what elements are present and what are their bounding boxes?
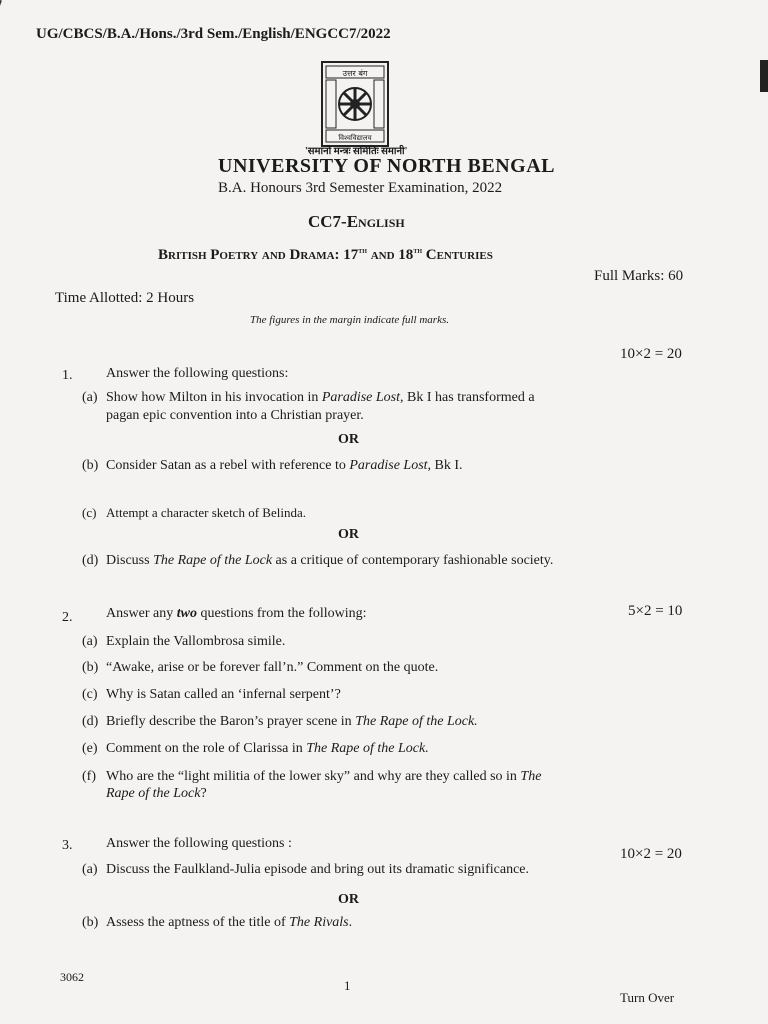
q1-d-text-1: Discuss (106, 553, 154, 568)
q1-or-1: OR (338, 432, 359, 447)
q2-f-line-2 (82, 786, 207, 802)
q2-item-e (82, 741, 429, 757)
q2-c-label: (c) (82, 687, 98, 702)
course-title-part-1: British Poetry and Drama: 17 (158, 247, 359, 263)
q3-instruction: Answer the following questions : (106, 836, 292, 851)
marks-note: The figures in the margin indicate full marks. (250, 314, 450, 326)
q2-c-text: Why is Satan called an ‘infernal serpent’? (106, 687, 341, 702)
q2-d-italic: The Rape of the Lock. (355, 714, 478, 729)
q3-a-label: (a) (82, 862, 98, 877)
q2-b-text: “Awake, arise or be forever fall’n.” Comment on the quote. (106, 660, 439, 675)
q3-b-text-1: Assess the aptness of the title of (106, 915, 290, 930)
q2-item-d (82, 714, 478, 730)
q3-b-label: (b) (82, 915, 99, 930)
q2-item-b (82, 660, 438, 676)
q2-a-label: (a) (82, 634, 98, 649)
q1-a-label: (a) (82, 390, 98, 405)
q2-item-c (82, 687, 341, 703)
q2-text-2: questions from the following: (197, 606, 367, 621)
course-title (158, 245, 493, 264)
q1-marks: 10×2 = 20 (620, 346, 682, 362)
q2-d-text-1: Briefly describe the Baron’s prayer scene in (106, 714, 356, 729)
q3-b-italic: The Rivals (289, 915, 349, 930)
q1-instruction: Answer the following questions: (106, 366, 289, 381)
q2-e-italic: The Rape of the Lock. (306, 741, 429, 756)
time-allotted: Time Allotted: 2 Hours (55, 290, 195, 306)
binding-edge (760, 60, 768, 92)
q3-a-text: Discuss the Faulkland-Julia episode and bring out its dramatic significance. (106, 862, 530, 877)
q1-number: 1. (62, 368, 73, 383)
university-seal-icon (320, 60, 390, 148)
q3-item-a (82, 862, 529, 878)
q1-c-text: Attempt a character sketch of Belinda. (106, 505, 306, 520)
q3-marks: 10×2 = 20 (620, 846, 682, 862)
q2-f-text-2: ? (200, 786, 207, 801)
university-logo (320, 60, 390, 148)
q3-b-text-2: . (348, 915, 353, 930)
q2-e-text-1: Comment on the role of Clarissa in (106, 741, 307, 756)
q2-text-1: Answer any (106, 606, 177, 621)
logo-bottom-text: विश्वविद्यालय (338, 134, 372, 142)
q1-b-text-2: , Bk I. (427, 458, 463, 473)
q1-d-italic: The Rape of the Lock (153, 553, 273, 568)
paper-edge-mark (0, 0, 2, 25)
full-marks: Full Marks: 60 (594, 268, 684, 284)
q2-d-label: (d) (82, 714, 99, 729)
q1-c-label: (c) (82, 505, 97, 520)
q2-text-italic: two (176, 606, 197, 621)
turn-over: Turn Over (620, 990, 675, 1005)
q1-b-italic: Paradise Lost (349, 458, 428, 473)
q1-item-b (82, 458, 463, 474)
q2-b-label: (b) (82, 660, 99, 675)
q1-a-text-2: , Bk I has transformed a (400, 390, 535, 405)
footer-code: 3062 (60, 970, 84, 984)
q1-d-text-2: as a critique of contemporary fashionable society. (272, 553, 554, 568)
page-number: 1 (344, 978, 351, 993)
q2-f-label: (f) (82, 769, 96, 784)
course-title-part-2: and 18 (366, 247, 414, 263)
q1-item-d (82, 553, 553, 569)
logo-top-text: उत्तर बंग (342, 69, 368, 78)
q2-f-italic-2: Rape of the Lock (106, 786, 201, 801)
q1-item-a (82, 390, 535, 406)
course-sup-2: th (413, 245, 422, 255)
course-title-part-3: Centuries (421, 247, 493, 263)
q2-e-label: (e) (82, 741, 98, 756)
q2-f-text-1: Who are the “light militia of the lower sky” and why are they called so in (106, 769, 521, 784)
q2-number: 2. (62, 610, 73, 625)
q1-b-label: (b) (82, 458, 99, 473)
q2-f-italic-1: The (520, 769, 542, 784)
q1-b-text-1: Consider Satan as a rebel with reference to (106, 458, 350, 473)
q2-a-text: Explain the Vallombrosa simile. (106, 634, 286, 649)
q1-a-text-1: Show how Milton in his invocation in (106, 390, 322, 405)
university-name: UNIVERSITY OF NORTH BENGAL (218, 155, 555, 177)
q1-item-c (82, 505, 306, 521)
q3-number: 3. (62, 838, 73, 853)
q2-marks: 5×2 = 10 (628, 603, 683, 619)
paper-code: UG/CBCS/B.A./Hons./3rd Sem./English/ENGCC7/2022 (36, 26, 391, 42)
q2-instruction (106, 606, 367, 622)
q1-a-line-2: pagan epic convention into a Christian prayer. (106, 408, 364, 423)
exam-title: B.A. Honours 3rd Semester Examination, 2022 (218, 180, 503, 196)
q3-or-1: OR (338, 892, 359, 907)
q2-item-f (82, 769, 541, 785)
paper-title: CC7-English (308, 212, 405, 231)
q1-d-label: (d) (82, 553, 99, 568)
q1-or-2: OR (338, 527, 359, 542)
university-motto: 'समानो मन्त्रः समितिः समानी' (305, 146, 408, 157)
course-sup-1: th (358, 245, 367, 255)
q1-a-italic: Paradise Lost (321, 390, 401, 405)
q3-item-b (82, 915, 352, 931)
q2-item-a (82, 634, 285, 650)
